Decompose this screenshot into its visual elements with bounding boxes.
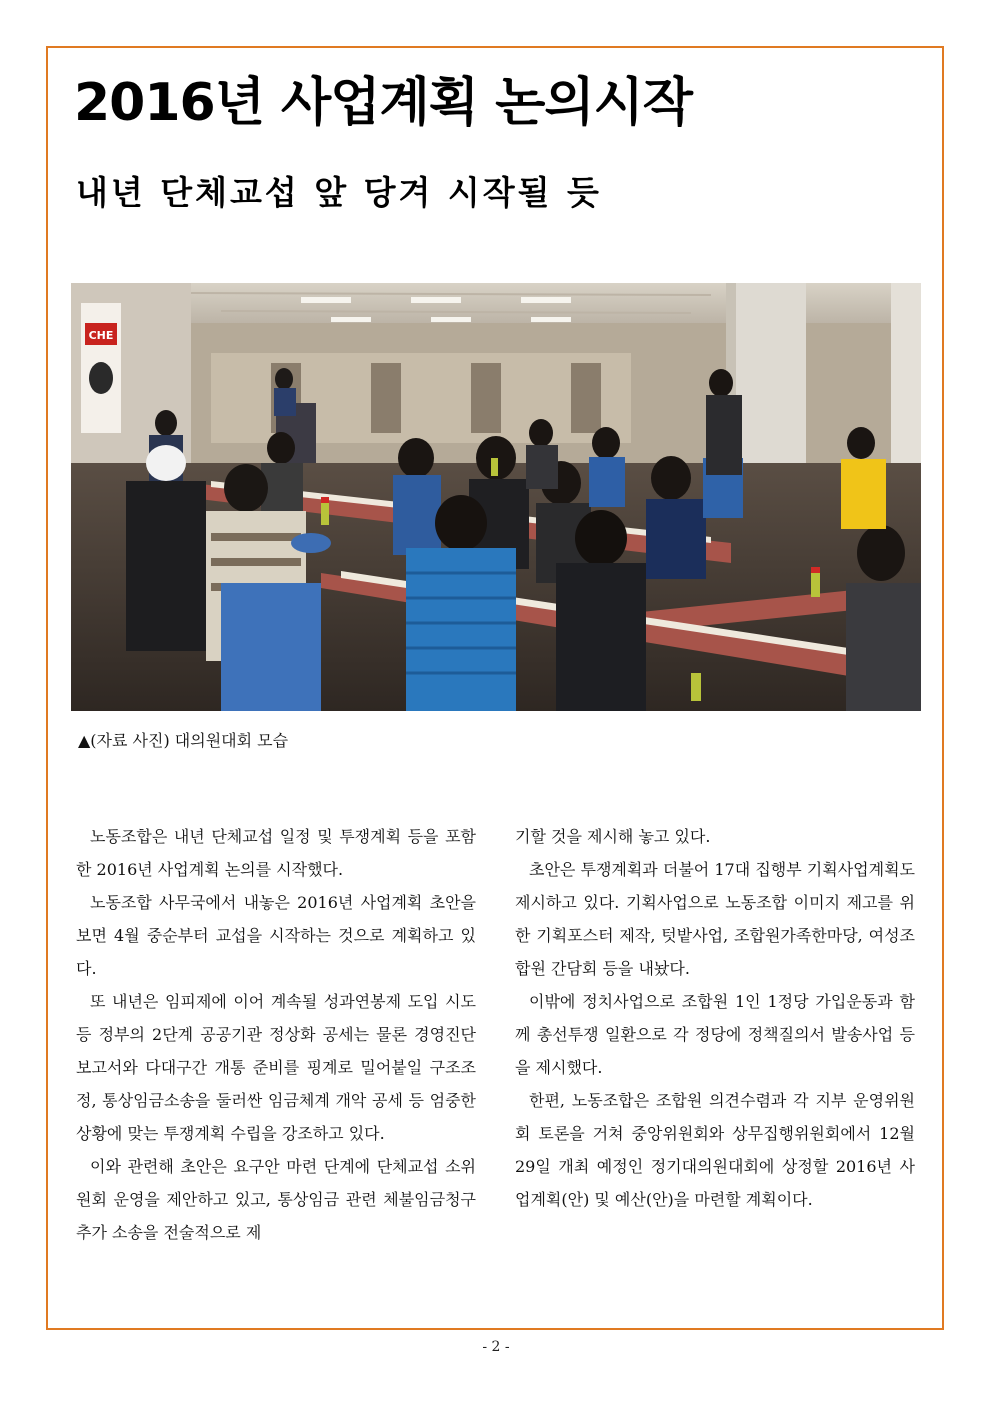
headline: 2016년 사업계획 논의시작	[74, 73, 693, 133]
paragraph: 이밖에 정치사업으로 조합원 1인 1정당 가입운동과 함께 총선투쟁 일환으로 각 정당에 정책질의서 발송사업 등을 제시했다.	[515, 992, 915, 1077]
page-number: - 2 -	[482, 1339, 510, 1355]
banner-text: CHE	[88, 329, 114, 342]
paragraph: 또 내년은 임피제에 이어 계속될 성과연봉제 도입 시도 등 정부의 2단계 공공기관 정상화 공세는 물론 경영진단 보고서와 다대구간 개통 준비를 핑계로 밀어붙일 구조조정, 통상임금소송을 둘러싼 임금체계 개악 공세 등 엄중한 상황에 맞는 투쟁계획 수립을 강조하고 있다.	[76, 992, 476, 1143]
photo-caption: ▲(자료 사진) 대의원대회 모습	[78, 731, 289, 750]
article-left-column	[76, 820, 476, 1249]
paragraph: 초안은 투쟁계획과 더불어 17대 집행부 기획사업계획도 제시하고 있다. 기획사업으로 노동조합 이미지 제고를 위한 기획포스터 제작, 텃밭사업, 조합원가족한마당, 여성조합원 간담회 등을 내놨다.	[515, 860, 915, 978]
meeting-photo	[71, 283, 921, 711]
article-right-column	[515, 820, 915, 1216]
paragraph: 노동조합은 내년 단체교섭 일정 및 투쟁계획 등을 포함한 2016년 사업계획 논의를 시작했다.	[76, 827, 476, 879]
paragraph-continuation: 기할 것을 제시해 놓고 있다.	[515, 827, 711, 846]
paragraph: 노동조합 사무국에서 내놓은 2016년 사업계획 초안을 보면 4월 중순부터 교섭을 시작하는 것으로 계획하고 있다.	[76, 893, 476, 978]
paragraph: 한편, 노동조합은 조합원 의견수렴과 각 지부 운영위원회 토론을 거쳐 중앙위원회와 상무집행위원회에서 12월 29일 개최 예정인 정기대의원대회에 상정할 2016년 사업계획(안) 및 예산(안)을 마련할 계획이다.	[515, 1091, 915, 1209]
paragraph: 이와 관련해 초안은 요구안 마련 단계에 단체교섭 소위원회 운영을 제안하고 있고, 통상임금 관련 체불임금청구 추가 소송을 전술적으로 제	[76, 1157, 476, 1242]
subheadline: 내년 단체교섭 앞 당겨 시작될 듯	[76, 173, 602, 212]
